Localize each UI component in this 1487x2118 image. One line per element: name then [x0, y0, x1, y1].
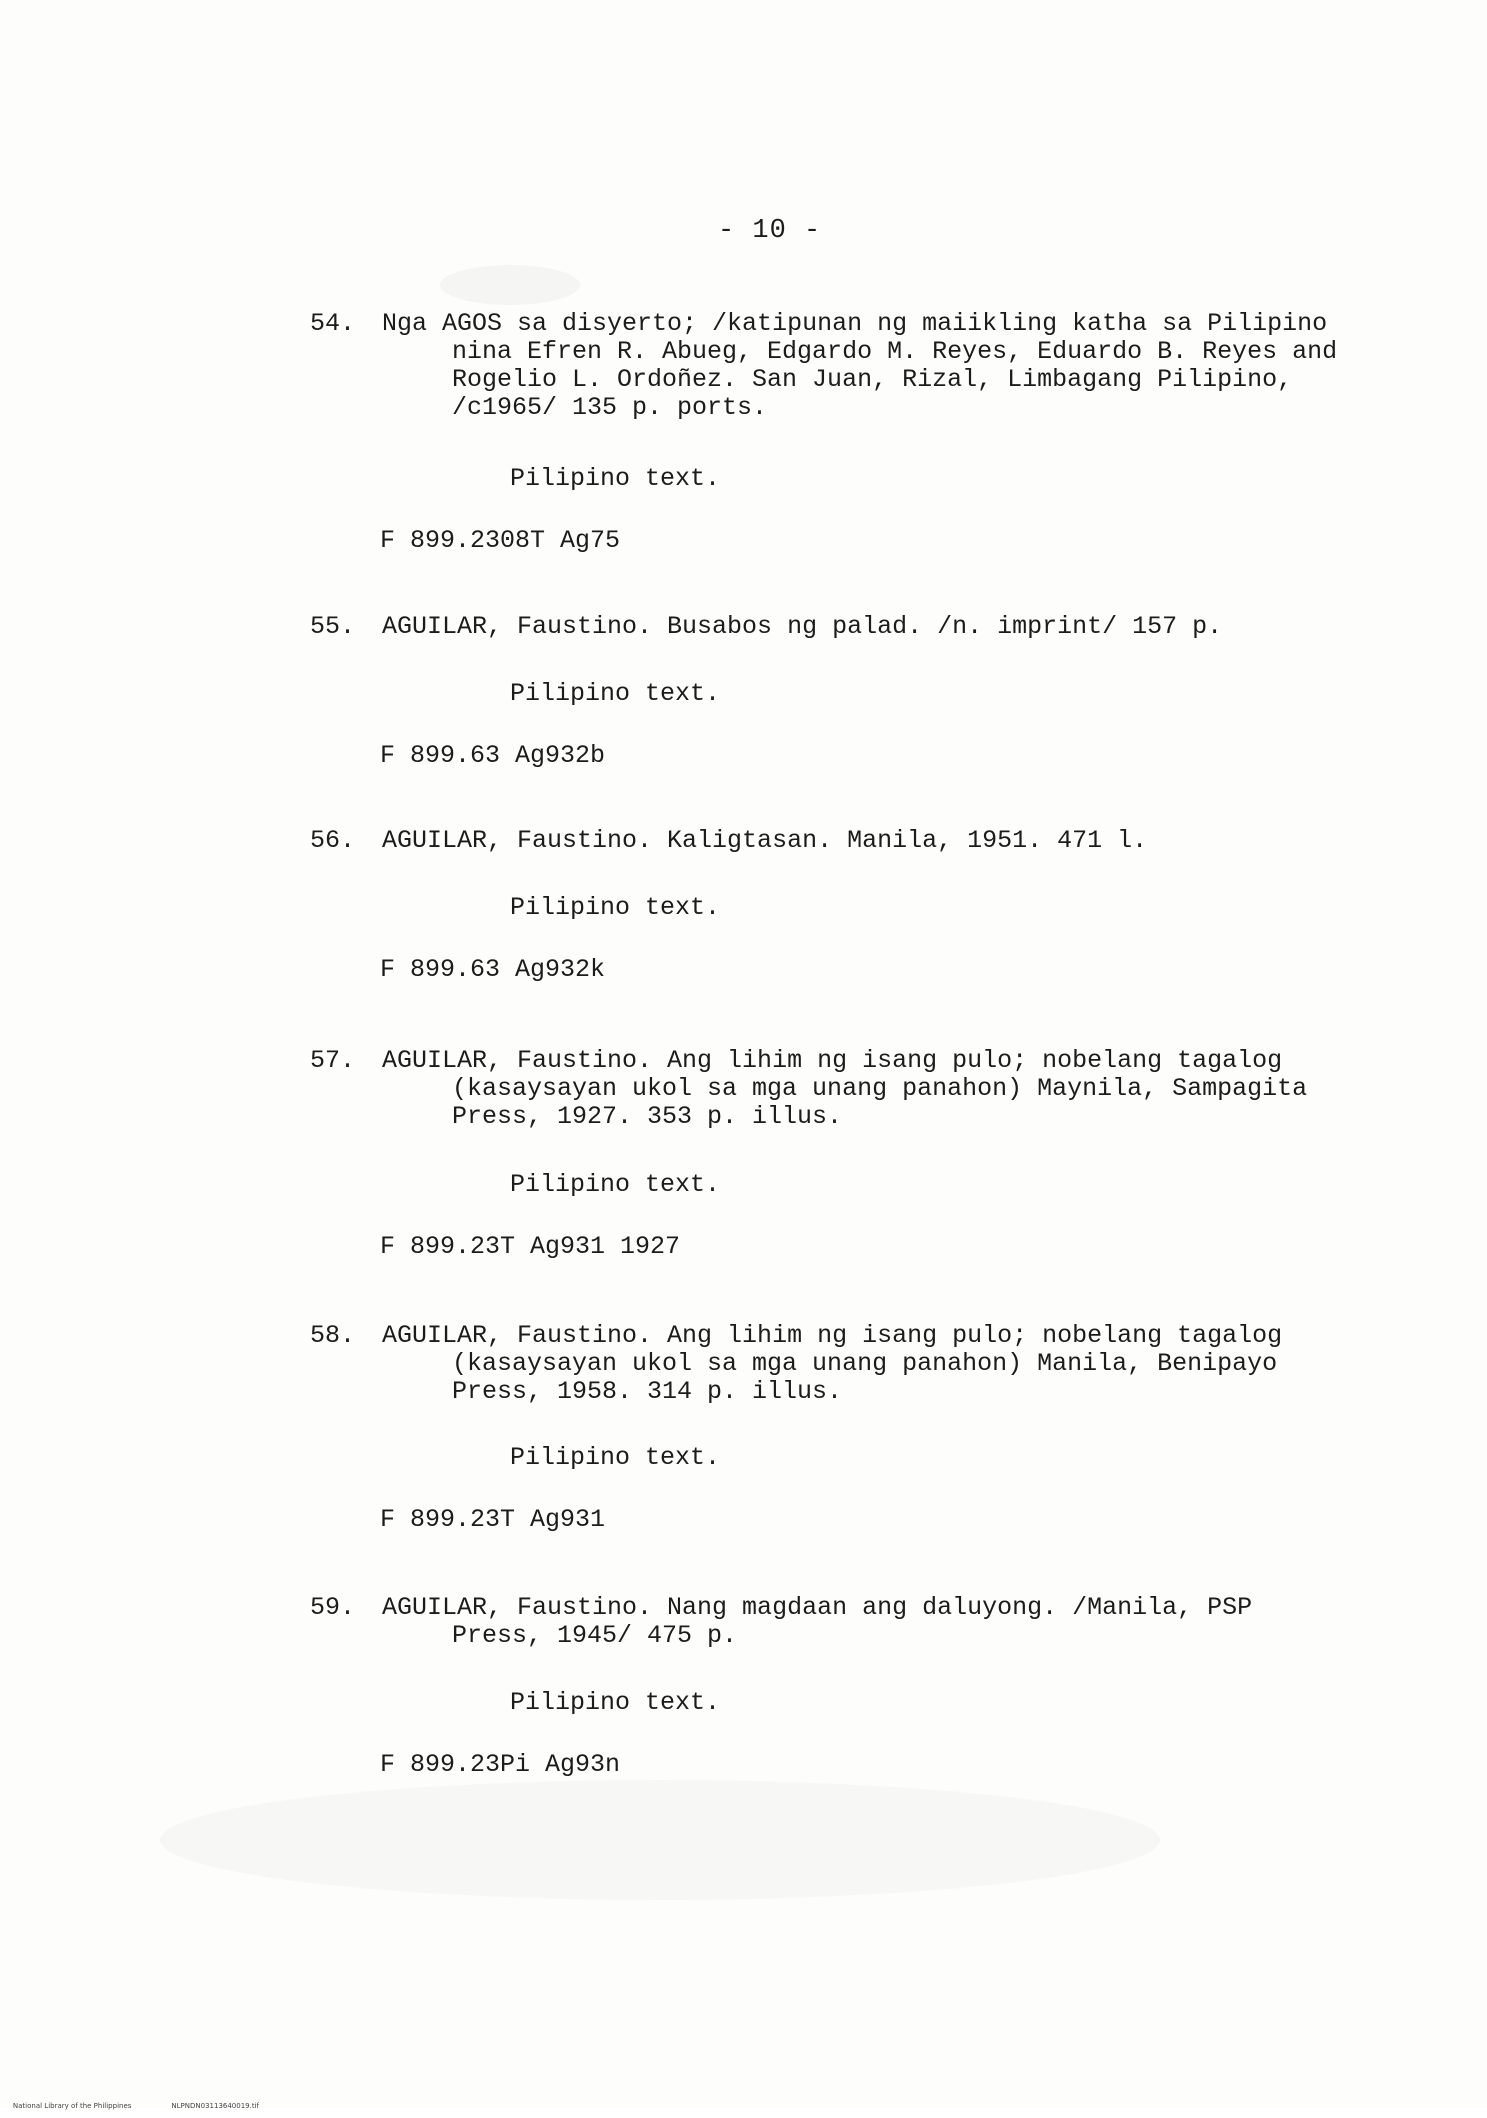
citation-line: AGUILAR, Faustino. Busabos ng palad. /n. imprint/ 157 p.: [382, 612, 1223, 641]
language-note: Pilipino text.: [510, 679, 721, 708]
citation-line: (kasaysayan ukol sa mga unang panahon) Maynila, Sampagita: [452, 1074, 1308, 1103]
entry-number: 57.: [310, 1046, 356, 1075]
citation-line: AGUILAR, Faustino. Kaligtasan. Manila, 1951. 471 l.: [382, 826, 1148, 855]
citation-line: AGUILAR, Faustino. Ang lihim ng isang pulo; nobelang tagalog: [382, 1046, 1283, 1075]
footer-source: National Library of the Philippines: [12, 2102, 132, 2110]
citation-line: Rogelio L. Ordoñez. San Juan, Rizal, Limbagang Pilipino,: [452, 365, 1293, 394]
paper-smudge: [440, 265, 580, 305]
language-note: Pilipino text.: [510, 893, 721, 922]
language-note: Pilipino text.: [510, 1688, 721, 1717]
call-number: F 899.23T Ag931: [380, 1505, 606, 1534]
entry-citation: [382, 827, 1332, 855]
entry-citation: [382, 309, 1338, 422]
citation-line: Press, 1927. 353 p. illus.: [452, 1102, 843, 1131]
entry-citation: [382, 1047, 1332, 1131]
citation-line: Press, 1945/ 475 p.: [452, 1621, 738, 1650]
page-number: - 10 -: [718, 216, 822, 246]
call-number: F 899.63 Ag932k: [380, 955, 606, 984]
call-number: F 899.2308T Ag75: [380, 526, 621, 555]
entry-number: 55.: [310, 612, 356, 641]
citation-line: AGUILAR, Faustino. Ang lihim ng isang pulo; nobelang tagalog: [382, 1321, 1283, 1350]
entry-citation: [382, 613, 1332, 641]
call-number: F 899.23T Ag931 1927: [380, 1232, 681, 1261]
citation-line: Nga AGOS sa disyerto; /katipunan ng maiikling katha sa Pilipino: [382, 309, 1328, 338]
citation-line: /c1965/ 135 p. ports.: [452, 393, 768, 422]
paper-smudge: [160, 1780, 1160, 1900]
call-number: F 899.23Pi Ag93n: [380, 1750, 621, 1779]
entry-number: 54.: [310, 309, 356, 338]
entry-number: 56.: [310, 826, 356, 855]
language-note: Pilipino text.: [510, 464, 721, 493]
citation-line: AGUILAR, Faustino. Nang magdaan ang daluyong. /Manila, PSP: [382, 1593, 1253, 1622]
entry-citation: [382, 1322, 1332, 1406]
entry-number: 59.: [310, 1593, 356, 1622]
scan-footer: [4, 2094, 299, 2118]
call-number: F 899.63 Ag932b: [380, 741, 606, 770]
citation-line: nina Efren R. Abueg, Edgardo M. Reyes, Eduardo B. Reyes and: [452, 337, 1338, 366]
entry-number: 58.: [310, 1321, 356, 1350]
citation-line: Press, 1958. 314 p. illus.: [452, 1377, 843, 1406]
footer-filename: NLPNDN03113640019.tif: [171, 2102, 259, 2110]
language-note: Pilipino text.: [510, 1443, 721, 1472]
citation-line: (kasaysayan ukol sa mga unang panahon) Manila, Benipayo: [452, 1349, 1278, 1378]
entry-citation: [382, 1594, 1332, 1650]
language-note: Pilipino text.: [510, 1170, 721, 1199]
